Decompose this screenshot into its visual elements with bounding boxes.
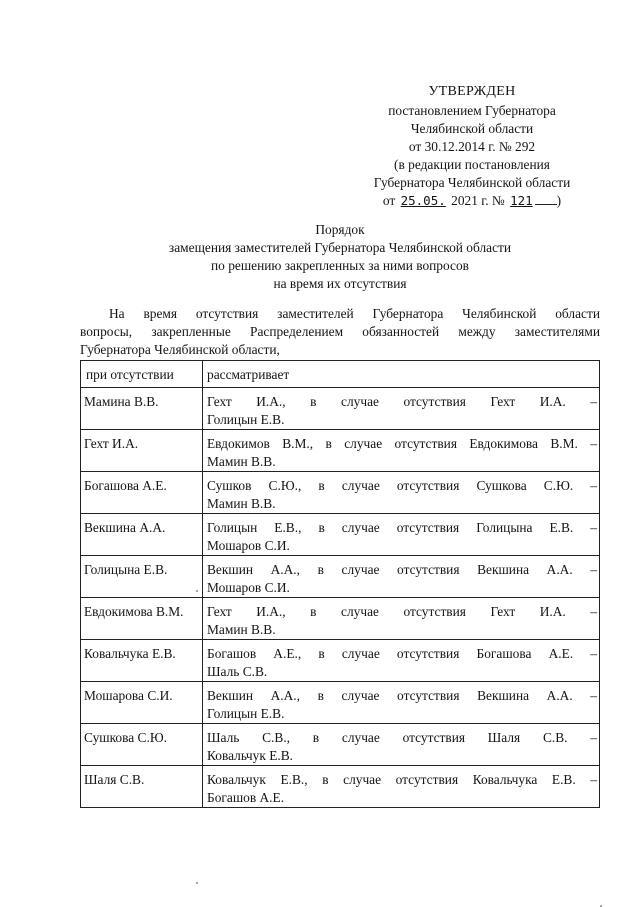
table-row (81, 388, 600, 430)
approval-year: 2021 г. № (451, 193, 505, 208)
approval-stamp-block (352, 82, 592, 210)
substitute-text: Шаль С.В., в случае отсутствия Шаля С.В. – Ковальчук Е.В. (203, 724, 600, 766)
absent-name: Мошарова С.И. (81, 682, 203, 724)
substitute-text: Ковальчук Е.В., в случае отсутствия Ковальчука Е.В. – Богашов А.Е. (203, 766, 600, 808)
intro-line-3: Губернатора Челябинской области, (80, 342, 280, 357)
absent-name: Богашова А.Е. (81, 472, 203, 514)
absent-name: Шаля С.В. (81, 766, 203, 808)
header-absent: при отсутствии (81, 361, 203, 388)
substitute-text: Векшин А.А., в случае отсутствия Векшина А.А. – Голицын Е.В. (203, 682, 600, 724)
absent-name: Ковальчука Е.В. (81, 640, 203, 682)
approval-line-3: от 30.12.2014 г. № 292 (408, 139, 536, 154)
approval-title: УТВЕРЖДЕН (428, 84, 516, 99)
approval-date: 25.05. (400, 193, 446, 208)
substitute-text: Богашов А.Е., в случае отсутствия Богашова А.Е. – Шаль С.В. (203, 640, 600, 682)
title-line-2: замещения заместителей Губернатора Челябинской области (168, 240, 512, 255)
substitute-text: Голицын Е.В., в случае отсутствия Голицына Е.В. – Мошаров С.И. (203, 514, 600, 556)
substitute-text: Евдокимов В.М., в случае отсутствия Евдокимова В.М. – Мамин В.В. (203, 430, 600, 472)
table-row (81, 514, 600, 556)
table-row (81, 472, 600, 514)
table-row (81, 598, 600, 640)
approval-line-2: Челябинской области (410, 121, 534, 136)
substitute-text: Сушков С.Ю., в случае отсутствия Сушкова С.Ю. – Мамин В.В. (203, 472, 600, 514)
table-row (81, 556, 600, 598)
approval-line-1: постановлением Губернатора (388, 103, 556, 118)
absent-name: Векшина А.А. (81, 514, 203, 556)
approval-line-5: Губернатора Челябинской области (373, 175, 571, 190)
scan-speck (196, 882, 198, 884)
table-row (81, 640, 600, 682)
approval-date-prefix: от (382, 193, 396, 208)
table-row (81, 430, 600, 472)
title-line-4: на время их отсутствия (273, 276, 407, 291)
absent-name: Гехт И.А. (81, 430, 203, 472)
absent-name: Евдокимова В.М. (81, 598, 203, 640)
header-considers: рассматривает (203, 361, 600, 388)
intro-paragraph (80, 305, 600, 359)
substitute-text: Гехт И.А., в случае отсутствия Гехт И.А. – Голицын Е.В. (203, 388, 600, 430)
title-line-3: по решению закрепленных за ними вопросов (210, 258, 469, 273)
approval-number: 121 (510, 193, 533, 208)
document-title (80, 221, 600, 293)
absent-name: Мамина В.В. (81, 388, 203, 430)
absent-name: Сушкова С.Ю. (81, 724, 203, 766)
intro-line-2: вопросы, закрепленные Распределением обязанностей между заместителями (80, 324, 600, 339)
approval-line-4: (в редакции постановления (394, 157, 550, 172)
intro-line-1: На время отсутствия заместителей Губернатора Челябинской области (109, 306, 600, 321)
table-row (81, 682, 600, 724)
absent-name: Голицына Е.В. (81, 556, 203, 598)
approval-line-6 (352, 192, 592, 210)
substitute-text: Векшин А.А., в случае отсутствия Векшина А.А. – Мошаров С.И. (203, 556, 600, 598)
approval-suffix: ) (556, 193, 562, 208)
table-row (81, 766, 600, 808)
table-header-row (81, 361, 600, 388)
table-row (81, 724, 600, 766)
substitution-table (80, 360, 600, 808)
scan-speck (196, 590, 198, 592)
substitute-text: Гехт И.А., в случае отсутствия Гехт И.А. – Мамин В.В. (203, 598, 600, 640)
title-line-1: Порядок (315, 222, 365, 237)
